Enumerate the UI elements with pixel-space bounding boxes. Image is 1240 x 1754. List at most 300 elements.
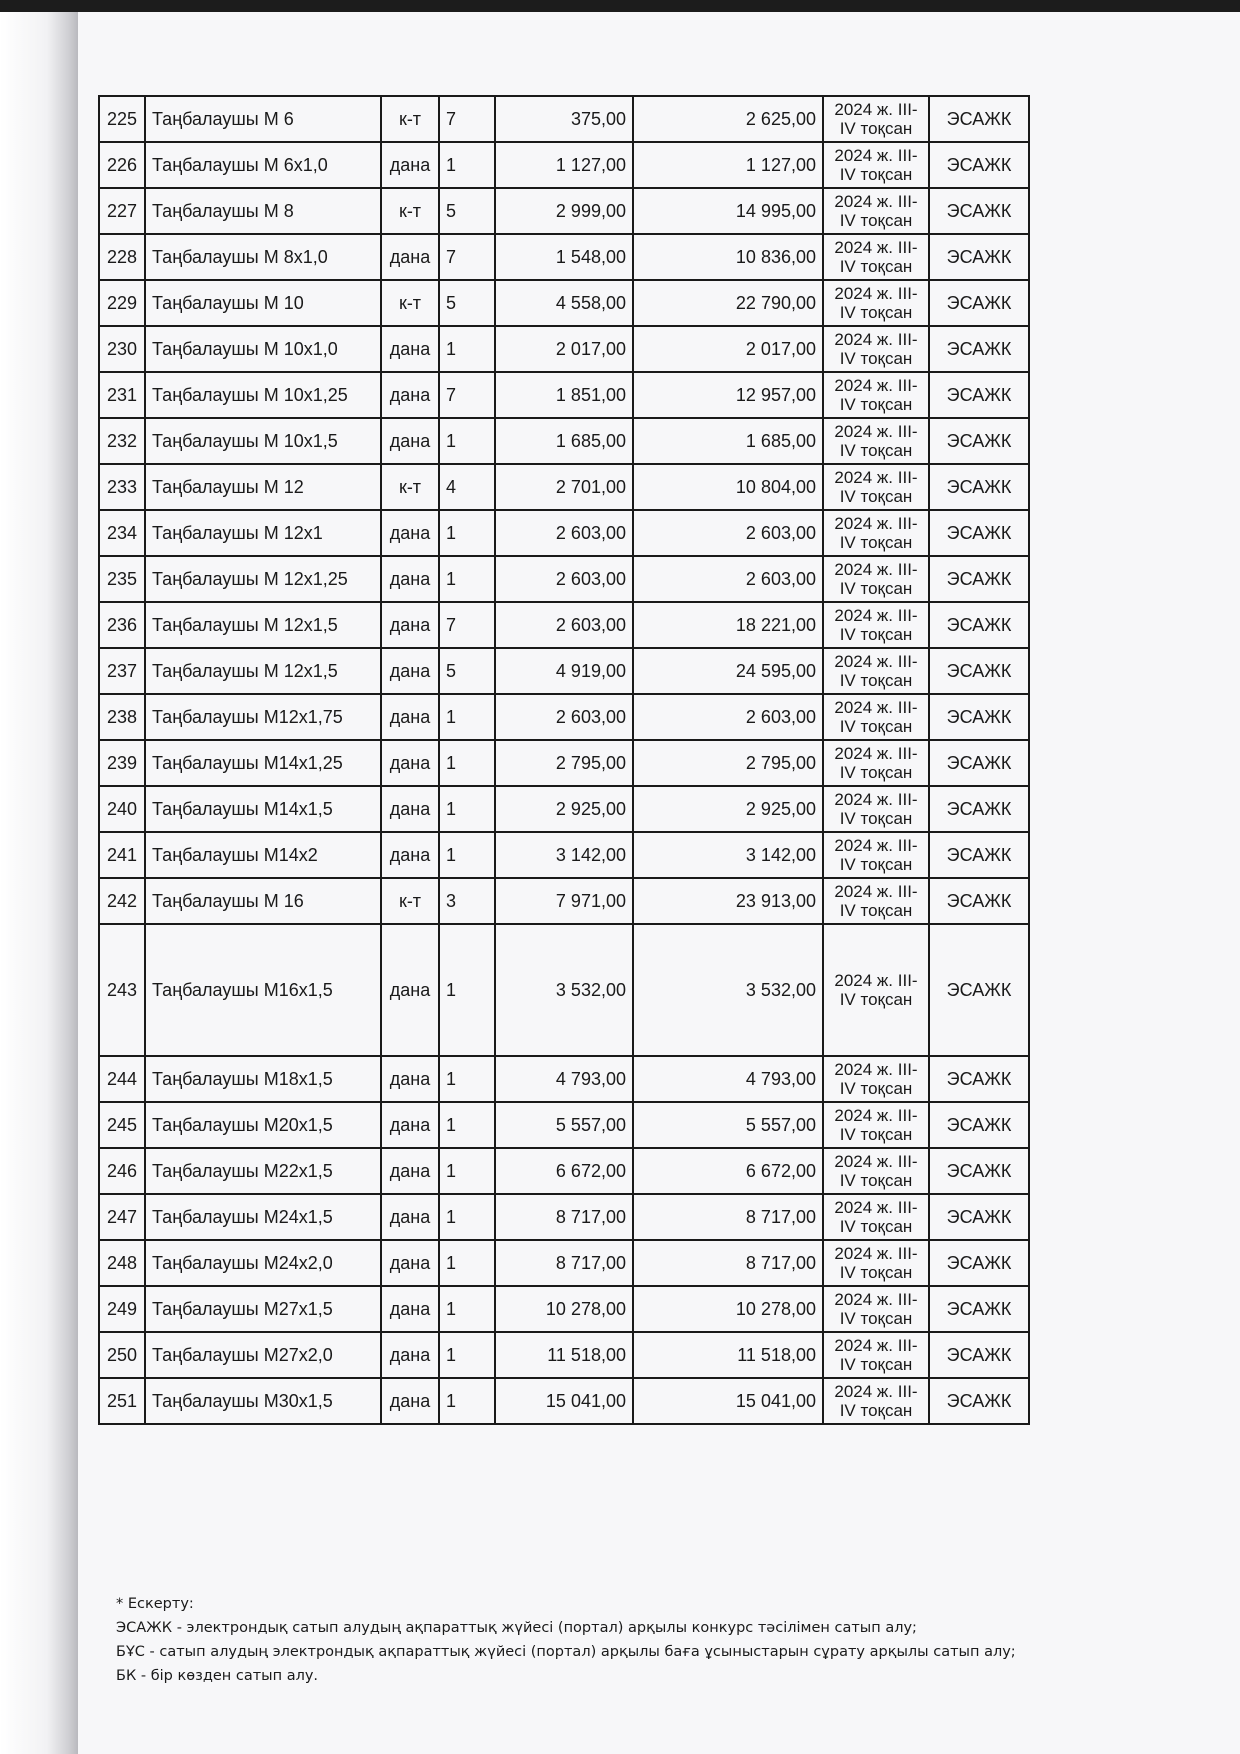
row-number: 234 [99, 510, 145, 556]
procurement-method: ЭСАЖК [929, 602, 1029, 648]
item-unit: дана [381, 1378, 439, 1424]
item-unit-price: 7 971,00 [495, 878, 633, 924]
item-period [823, 1332, 929, 1378]
procurement-method: ЭСАЖК [929, 556, 1029, 602]
item-period [823, 1378, 929, 1424]
table-row [99, 1332, 1029, 1378]
item-name: Таңбалаушы М 12х1,5 [145, 648, 381, 694]
period-line-2: IV тоқсан [839, 855, 913, 874]
table-row [99, 372, 1029, 418]
procurement-method: ЭСАЖК [929, 418, 1029, 464]
item-total: 2 625,00 [633, 96, 823, 142]
item-quantity: 1 [439, 1056, 495, 1102]
row-number: 225 [99, 96, 145, 142]
footnote-line-bk: БК - бір көзден сатып алу. [116, 1668, 319, 1684]
item-period [823, 602, 929, 648]
item-name: Таңбалаушы М22х1,5 [145, 1148, 381, 1194]
period-line-2: IV тоқсан [839, 257, 913, 276]
item-unit: дана [381, 372, 439, 418]
procurement-method: ЭСАЖК [929, 234, 1029, 280]
table-row [99, 96, 1029, 142]
table-row [99, 1056, 1029, 1102]
procurement-method: ЭСАЖК [929, 372, 1029, 418]
item-unit: дана [381, 694, 439, 740]
item-name: Таңбалаушы М 8 [145, 188, 381, 234]
item-unit: дана [381, 1240, 439, 1286]
table-row [99, 1194, 1029, 1240]
item-total: 11 518,00 [633, 1332, 823, 1378]
item-name: Таңбалаушы М18х1,5 [145, 1056, 381, 1102]
item-unit: дана [381, 556, 439, 602]
item-unit: дана [381, 924, 439, 1056]
period-line-1: 2024 ж. III- [834, 1106, 918, 1125]
item-unit-price: 2 017,00 [495, 326, 633, 372]
item-unit-price: 2 603,00 [495, 556, 633, 602]
period-line-1: 2024 ж. III- [834, 971, 918, 990]
item-unit-price: 2 925,00 [495, 786, 633, 832]
row-number: 240 [99, 786, 145, 832]
row-number: 247 [99, 1194, 145, 1240]
row-number: 236 [99, 602, 145, 648]
item-total: 2 925,00 [633, 786, 823, 832]
item-period [823, 648, 929, 694]
table-row [99, 418, 1029, 464]
table-row [99, 188, 1029, 234]
item-unit: дана [381, 1148, 439, 1194]
period-line-2: IV тоқсан [839, 1217, 913, 1236]
table-row [99, 1102, 1029, 1148]
item-period [823, 280, 929, 326]
item-total: 12 957,00 [633, 372, 823, 418]
item-quantity: 1 [439, 1332, 495, 1378]
period-line-2: IV тоқсан [839, 1263, 913, 1282]
period-line-2: IV тоқсан [839, 349, 913, 368]
period-line-2: IV тоқсан [839, 1079, 913, 1098]
item-quantity: 1 [439, 1378, 495, 1424]
procurement-method: ЭСАЖК [929, 1286, 1029, 1332]
item-name: Таңбалаушы М 16 [145, 878, 381, 924]
item-name: Таңбалаушы М 12х1 [145, 510, 381, 556]
item-total: 5 557,00 [633, 1102, 823, 1148]
item-name: Таңбалаушы М 12х1,25 [145, 556, 381, 602]
procurement-method: ЭСАЖК [929, 96, 1029, 142]
item-unit: дана [381, 142, 439, 188]
period-line-2: IV тоқсан [839, 119, 913, 138]
row-number: 226 [99, 142, 145, 188]
period-line-1: 2024 ж. III- [834, 836, 918, 855]
item-unit-price: 4 558,00 [495, 280, 633, 326]
item-unit-price: 2 999,00 [495, 188, 633, 234]
item-period [823, 372, 929, 418]
period-line-2: IV тоқсан [839, 533, 913, 552]
item-name: Таңбалаушы М 8х1,0 [145, 234, 381, 280]
item-total: 23 913,00 [633, 878, 823, 924]
period-line-1: 2024 ж. III- [834, 1290, 918, 1309]
procurement-method: ЭСАЖК [929, 1056, 1029, 1102]
item-total: 6 672,00 [633, 1148, 823, 1194]
item-quantity: 1 [439, 1194, 495, 1240]
period-line-1: 2024 ж. III- [834, 560, 918, 579]
item-unit: дана [381, 602, 439, 648]
table-row [99, 648, 1029, 694]
item-total: 2 603,00 [633, 510, 823, 556]
item-name: Таңбалаушы М 10 [145, 280, 381, 326]
item-unit-price: 5 557,00 [495, 1102, 633, 1148]
item-name: Таңбалаушы М 6 [145, 96, 381, 142]
procurement-method: ЭСАЖК [929, 1148, 1029, 1194]
period-line-2: IV тоқсан [839, 1309, 913, 1328]
period-line-1: 2024 ж. III- [834, 790, 918, 809]
item-total: 10 804,00 [633, 464, 823, 510]
period-line-2: IV тоқсан [839, 395, 913, 414]
period-line-1: 2024 ж. III- [834, 100, 918, 119]
period-line-2: IV тоқсан [839, 1355, 913, 1374]
row-number: 229 [99, 280, 145, 326]
item-total: 10 278,00 [633, 1286, 823, 1332]
item-total: 2 603,00 [633, 694, 823, 740]
item-quantity: 1 [439, 1240, 495, 1286]
table-row [99, 878, 1029, 924]
period-line-1: 2024 ж. III- [834, 606, 918, 625]
footnote-line-bus: БҰС - сатып алудың электрондық ақпараттық жүйесі (портал) арқылы баға ұсыныстарын сұрату арқылы сатып алу; [116, 1644, 1016, 1660]
row-number: 230 [99, 326, 145, 372]
item-unit: к-т [381, 280, 439, 326]
item-quantity: 7 [439, 372, 495, 418]
row-number: 248 [99, 1240, 145, 1286]
item-name: Таңбалаушы М 10х1,5 [145, 418, 381, 464]
row-number: 237 [99, 648, 145, 694]
item-total: 1 685,00 [633, 418, 823, 464]
item-quantity: 1 [439, 418, 495, 464]
item-unit-price: 1 548,00 [495, 234, 633, 280]
table-row [99, 1378, 1029, 1424]
item-total: 1 127,00 [633, 142, 823, 188]
table-row [99, 1286, 1029, 1332]
item-quantity: 7 [439, 96, 495, 142]
period-line-1: 2024 ж. III- [834, 284, 918, 303]
item-quantity: 1 [439, 1286, 495, 1332]
item-period [823, 234, 929, 280]
period-line-1: 2024 ж. III- [834, 1198, 918, 1217]
item-period [823, 464, 929, 510]
procurement-method: ЭСАЖК [929, 1194, 1029, 1240]
procurement-method: ЭСАЖК [929, 1378, 1029, 1424]
row-number: 242 [99, 878, 145, 924]
procurement-method: ЭСАЖК [929, 142, 1029, 188]
item-total: 4 793,00 [633, 1056, 823, 1102]
period-line-1: 2024 ж. III- [834, 376, 918, 395]
row-number: 231 [99, 372, 145, 418]
item-period [823, 878, 929, 924]
table-row [99, 1240, 1029, 1286]
item-unit-price: 11 518,00 [495, 1332, 633, 1378]
item-name: Таңбалаушы М14х1,25 [145, 740, 381, 786]
item-period [823, 188, 929, 234]
procurement-method: ЭСАЖК [929, 1332, 1029, 1378]
table-row [99, 1148, 1029, 1194]
period-line-2: IV тоқсан [839, 717, 913, 736]
procurement-method: ЭСАЖК [929, 924, 1029, 1056]
period-line-2: IV тоқсан [839, 579, 913, 598]
period-line-2: IV тоқсан [839, 901, 913, 920]
item-name: Таңбалаушы М27х1,5 [145, 1286, 381, 1332]
item-quantity: 1 [439, 510, 495, 556]
item-total: 15 041,00 [633, 1378, 823, 1424]
table-row [99, 924, 1029, 1056]
item-period [823, 694, 929, 740]
item-unit-price: 6 672,00 [495, 1148, 633, 1194]
item-total: 14 995,00 [633, 188, 823, 234]
item-total: 22 790,00 [633, 280, 823, 326]
item-quantity: 1 [439, 786, 495, 832]
item-quantity: 7 [439, 602, 495, 648]
period-line-2: IV тоқсан [839, 487, 913, 506]
period-line-2: IV тоқсан [839, 211, 913, 230]
item-unit-price: 15 041,00 [495, 1378, 633, 1424]
period-line-1: 2024 ж. III- [834, 192, 918, 211]
row-number: 251 [99, 1378, 145, 1424]
item-unit: дана [381, 326, 439, 372]
period-line-2: IV тоқсан [839, 809, 913, 828]
item-quantity: 3 [439, 878, 495, 924]
row-number: 239 [99, 740, 145, 786]
item-total: 3 142,00 [633, 832, 823, 878]
period-line-1: 2024 ж. III- [834, 744, 918, 763]
item-total: 8 717,00 [633, 1240, 823, 1286]
item-unit-price: 3 142,00 [495, 832, 633, 878]
period-line-1: 2024 ж. III- [834, 422, 918, 441]
item-name: Таңбалаушы М 12 [145, 464, 381, 510]
period-line-1: 2024 ж. III- [834, 1382, 918, 1401]
item-period [823, 142, 929, 188]
row-number: 227 [99, 188, 145, 234]
row-number: 243 [99, 924, 145, 1056]
period-line-1: 2024 ж. III- [834, 882, 918, 901]
period-line-2: IV тоқсан [839, 671, 913, 690]
item-quantity: 1 [439, 556, 495, 602]
period-line-2: IV тоқсан [839, 165, 913, 184]
item-quantity: 1 [439, 694, 495, 740]
procurement-method: ЭСАЖК [929, 326, 1029, 372]
period-line-2: IV тоқсан [839, 1401, 913, 1420]
period-line-2: IV тоқсан [839, 1125, 913, 1144]
item-total: 24 595,00 [633, 648, 823, 694]
period-line-2: IV тоқсан [839, 763, 913, 782]
item-period [823, 1148, 929, 1194]
procurement-items-table [98, 95, 1030, 1425]
item-period [823, 924, 929, 1056]
item-period [823, 740, 929, 786]
row-number: 244 [99, 1056, 145, 1102]
period-line-1: 2024 ж. III- [834, 1060, 918, 1079]
item-unit-price: 1 851,00 [495, 372, 633, 418]
item-name: Таңбалаушы М12х1,75 [145, 694, 381, 740]
table-row [99, 832, 1029, 878]
item-unit: к-т [381, 878, 439, 924]
period-line-2: IV тоқсан [839, 303, 913, 322]
item-unit: дана [381, 1332, 439, 1378]
item-unit: дана [381, 418, 439, 464]
item-period [823, 510, 929, 556]
item-period [823, 1102, 929, 1148]
item-unit: к-т [381, 464, 439, 510]
item-unit: дана [381, 1056, 439, 1102]
item-unit-price: 4 793,00 [495, 1056, 633, 1102]
item-name: Таңбалаушы М14х1,5 [145, 786, 381, 832]
item-name: Таңбалаушы М30х1,5 [145, 1378, 381, 1424]
item-period [823, 326, 929, 372]
item-unit-price: 2 795,00 [495, 740, 633, 786]
period-line-2: IV тоқсан [839, 990, 913, 1009]
scan-binding-shadow [0, 12, 78, 1754]
period-line-2: IV тоқсан [839, 625, 913, 644]
item-name: Таңбалаушы М 12х1,5 [145, 602, 381, 648]
row-number: 235 [99, 556, 145, 602]
item-quantity: 1 [439, 924, 495, 1056]
item-unit: дана [381, 1102, 439, 1148]
period-line-1: 2024 ж. III- [834, 652, 918, 671]
table-row [99, 694, 1029, 740]
item-unit-price: 10 278,00 [495, 1286, 633, 1332]
item-quantity: 1 [439, 326, 495, 372]
table-row [99, 740, 1029, 786]
item-period [823, 556, 929, 602]
item-period [823, 418, 929, 464]
footnote-line-esazhk: ЭСАЖК - электрондық сатып алудың ақпараттық жүйесі (портал) арқылы конкурс тәсілімен сатып алу; [116, 1620, 917, 1636]
item-name: Таңбалаушы М24х2,0 [145, 1240, 381, 1286]
period-line-1: 2024 ж. III- [834, 1244, 918, 1263]
item-unit: дана [381, 1286, 439, 1332]
item-unit: дана [381, 740, 439, 786]
item-unit-price: 1 127,00 [495, 142, 633, 188]
item-quantity: 1 [439, 832, 495, 878]
period-line-1: 2024 ж. III- [834, 1152, 918, 1171]
item-total: 18 221,00 [633, 602, 823, 648]
table-row [99, 464, 1029, 510]
table-row [99, 234, 1029, 280]
procurement-method: ЭСАЖК [929, 740, 1029, 786]
item-unit-price: 8 717,00 [495, 1240, 633, 1286]
item-unit: к-т [381, 96, 439, 142]
footnote [116, 1592, 1016, 1688]
table-row [99, 510, 1029, 556]
item-quantity: 5 [439, 188, 495, 234]
item-unit-price: 2 603,00 [495, 602, 633, 648]
procurement-method: ЭСАЖК [929, 1102, 1029, 1148]
table-row [99, 280, 1029, 326]
item-unit: дана [381, 510, 439, 556]
procurement-method: ЭСАЖК [929, 694, 1029, 740]
item-period [823, 1240, 929, 1286]
item-unit-price: 2 701,00 [495, 464, 633, 510]
item-period [823, 1056, 929, 1102]
item-period [823, 1194, 929, 1240]
procurement-method: ЭСАЖК [929, 464, 1029, 510]
table-row [99, 142, 1029, 188]
item-unit: дана [381, 786, 439, 832]
scan-top-edge [0, 0, 1240, 12]
item-unit-price: 1 685,00 [495, 418, 633, 464]
row-number: 228 [99, 234, 145, 280]
row-number: 238 [99, 694, 145, 740]
table-row [99, 786, 1029, 832]
period-line-1: 2024 ж. III- [834, 468, 918, 487]
period-line-2: IV тоқсан [839, 441, 913, 460]
table-row [99, 326, 1029, 372]
item-unit: дана [381, 648, 439, 694]
procurement-method: ЭСАЖК [929, 648, 1029, 694]
item-unit: дана [381, 234, 439, 280]
row-number: 245 [99, 1102, 145, 1148]
item-quantity: 1 [439, 740, 495, 786]
row-number: 246 [99, 1148, 145, 1194]
procurement-method: ЭСАЖК [929, 878, 1029, 924]
procurement-method: ЭСАЖК [929, 280, 1029, 326]
row-number: 241 [99, 832, 145, 878]
procurement-method: ЭСАЖК [929, 832, 1029, 878]
item-total: 2 795,00 [633, 740, 823, 786]
item-quantity: 4 [439, 464, 495, 510]
item-quantity: 7 [439, 234, 495, 280]
item-name: Таңбалаушы М 10х1,25 [145, 372, 381, 418]
item-unit: к-т [381, 188, 439, 234]
row-number: 250 [99, 1332, 145, 1378]
item-unit: дана [381, 832, 439, 878]
procurement-method: ЭСАЖК [929, 786, 1029, 832]
item-quantity: 5 [439, 648, 495, 694]
procurement-method: ЭСАЖК [929, 510, 1029, 556]
item-name: Таңбалаушы М 10х1,0 [145, 326, 381, 372]
period-line-1: 2024 ж. III- [834, 1336, 918, 1355]
table-row [99, 556, 1029, 602]
footnote-title: * Ескерту: [116, 1596, 194, 1612]
item-total: 8 717,00 [633, 1194, 823, 1240]
item-period [823, 1286, 929, 1332]
row-number: 249 [99, 1286, 145, 1332]
item-name: Таңбалаушы М27х2,0 [145, 1332, 381, 1378]
item-total: 2 017,00 [633, 326, 823, 372]
item-quantity: 5 [439, 280, 495, 326]
table-body [99, 96, 1029, 1424]
row-number: 233 [99, 464, 145, 510]
item-total: 2 603,00 [633, 556, 823, 602]
item-unit-price: 8 717,00 [495, 1194, 633, 1240]
period-line-1: 2024 ж. III- [834, 698, 918, 717]
item-period [823, 786, 929, 832]
item-total: 10 836,00 [633, 234, 823, 280]
item-name: Таңбалаушы М14х2 [145, 832, 381, 878]
period-line-1: 2024 ж. III- [834, 514, 918, 533]
item-unit-price: 4 919,00 [495, 648, 633, 694]
period-line-1: 2024 ж. III- [834, 330, 918, 349]
item-unit-price: 375,00 [495, 96, 633, 142]
period-line-1: 2024 ж. III- [834, 238, 918, 257]
item-period [823, 96, 929, 142]
period-line-1: 2024 ж. III- [834, 146, 918, 165]
item-period [823, 832, 929, 878]
item-total: 3 532,00 [633, 924, 823, 1056]
item-unit-price: 3 532,00 [495, 924, 633, 1056]
item-name: Таңбалаушы М20х1,5 [145, 1102, 381, 1148]
item-unit-price: 2 603,00 [495, 510, 633, 556]
item-name: Таңбалаушы М24х1,5 [145, 1194, 381, 1240]
item-quantity: 1 [439, 142, 495, 188]
row-number: 232 [99, 418, 145, 464]
item-quantity: 1 [439, 1102, 495, 1148]
procurement-method: ЭСАЖК [929, 1240, 1029, 1286]
procurement-method: ЭСАЖК [929, 188, 1029, 234]
table-row [99, 602, 1029, 648]
